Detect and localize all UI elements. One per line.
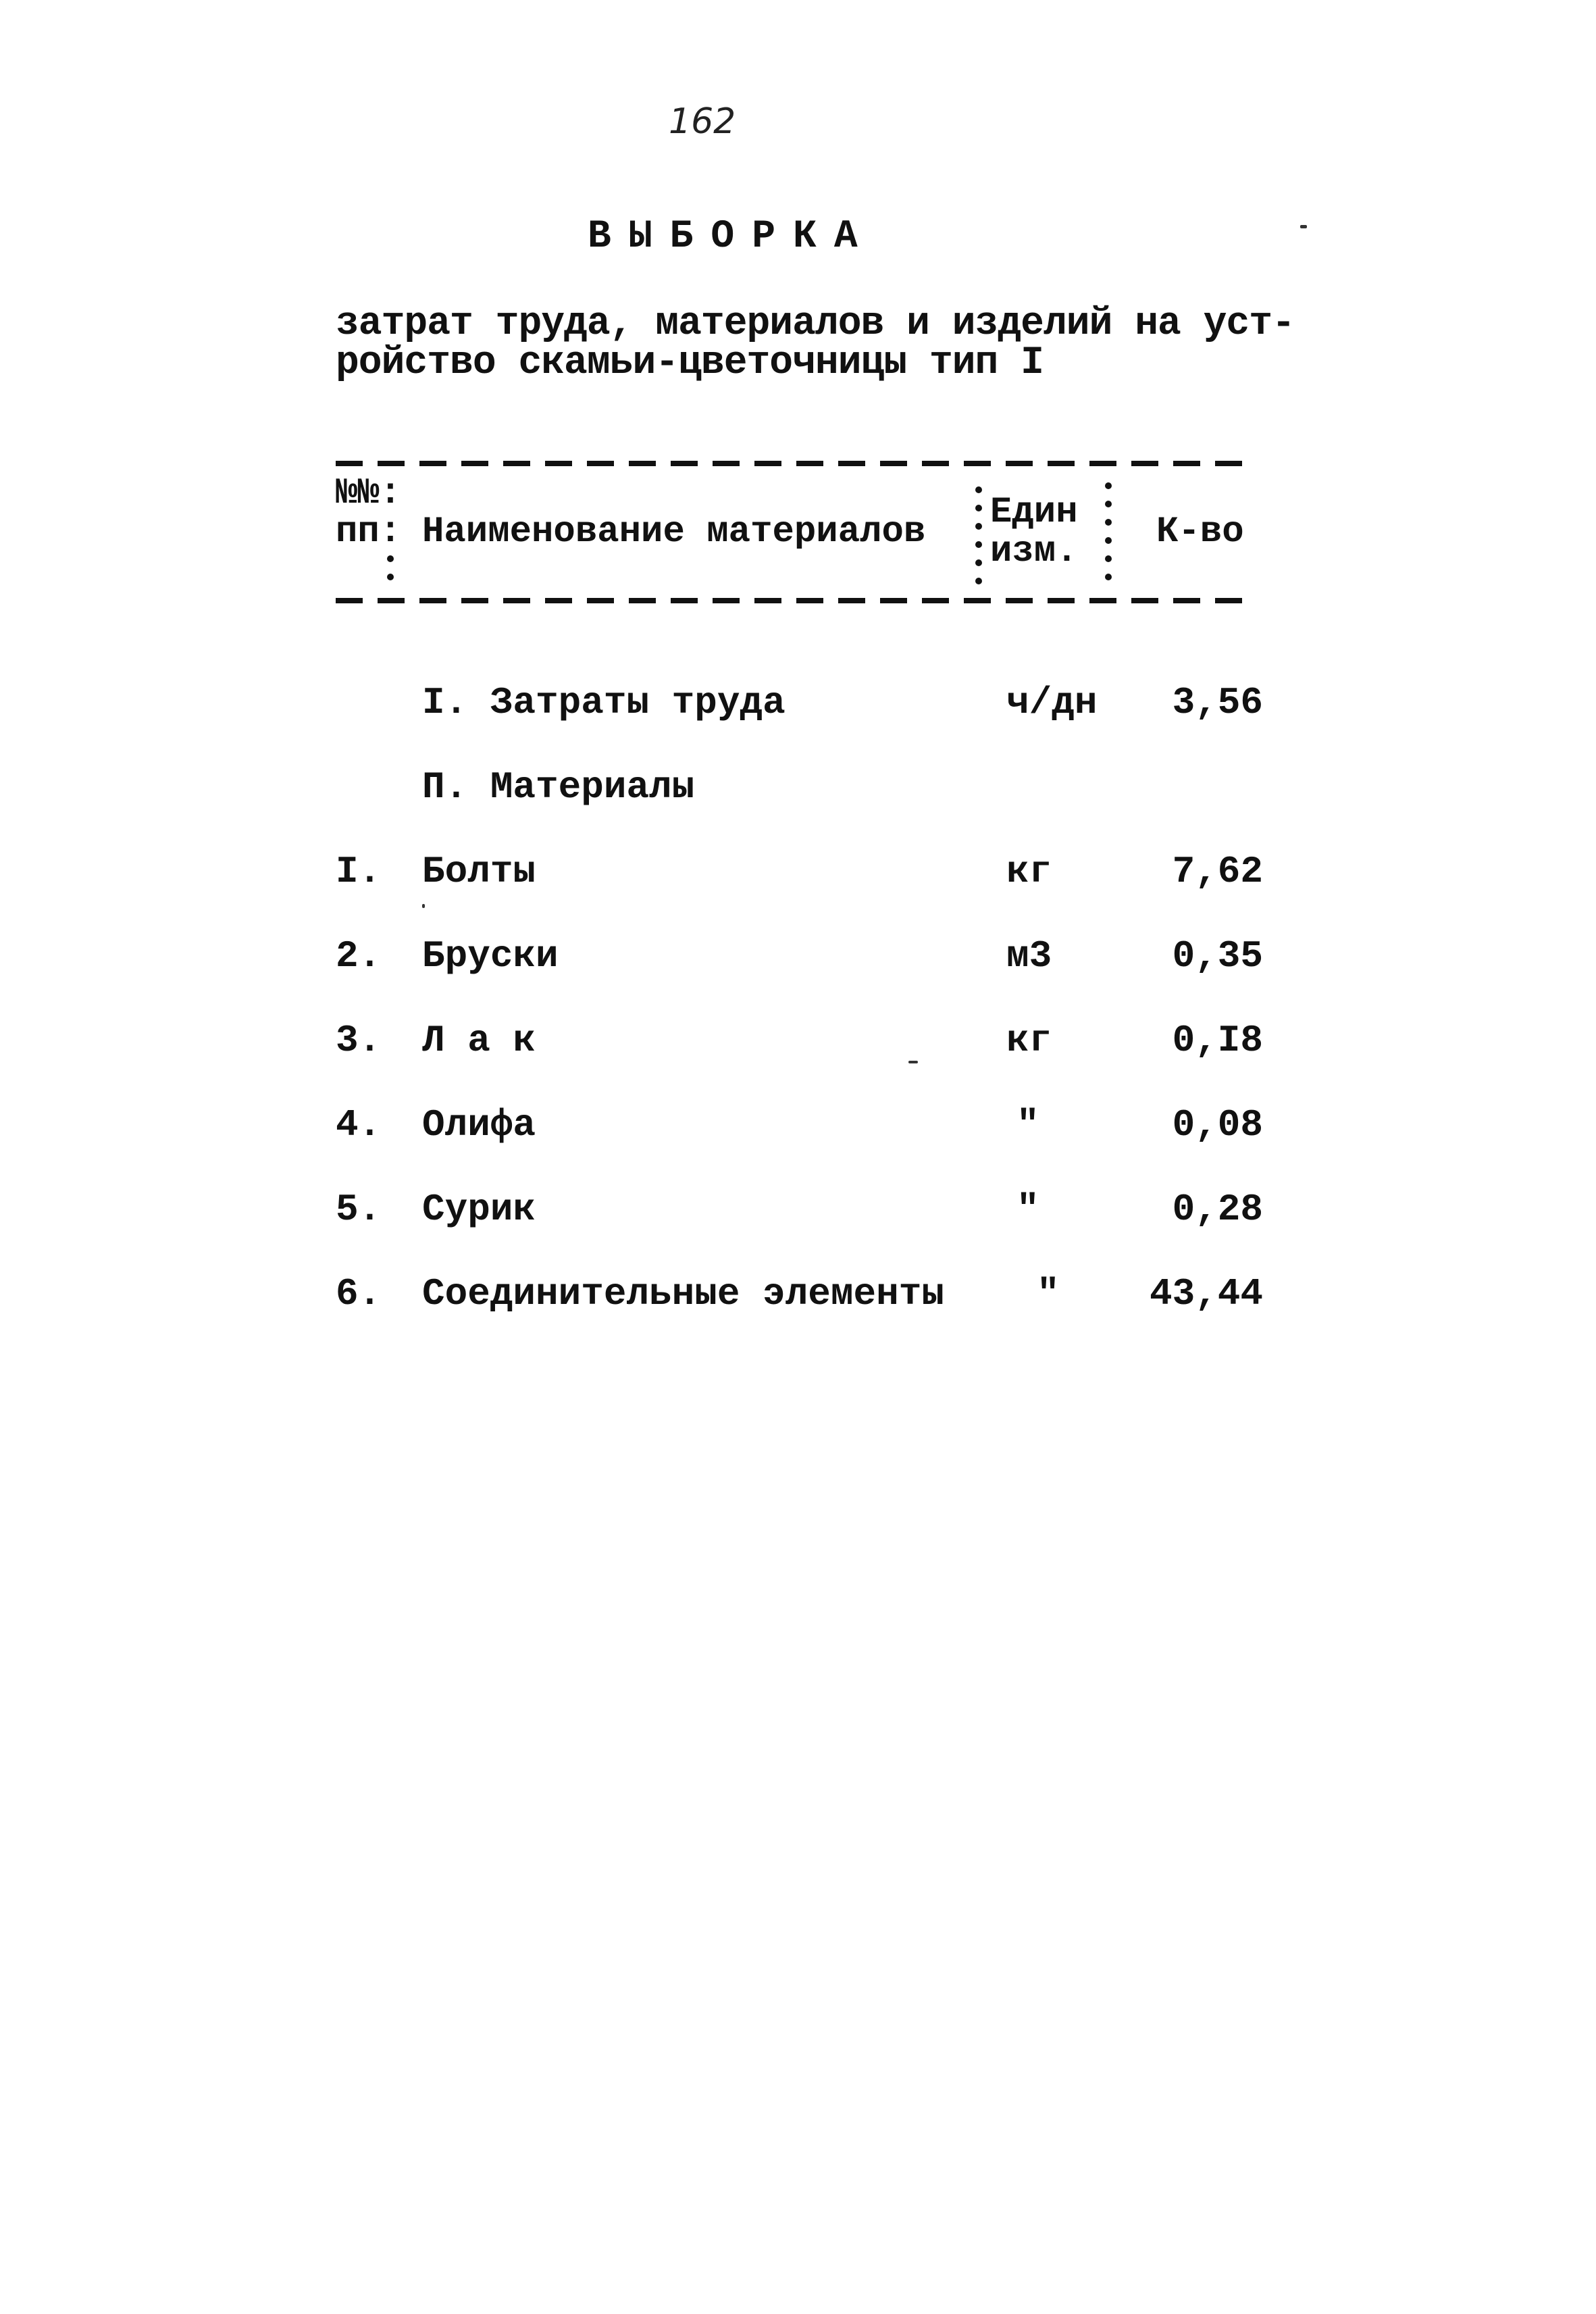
section-materials-title: П. Материалы	[422, 765, 695, 809]
header-name: Наименование материалов	[422, 511, 926, 553]
row-number: 6.	[336, 1272, 382, 1315]
row-unit: кг	[1006, 850, 1052, 893]
row-number: 4.	[336, 1103, 382, 1147]
row-quantity: 0,28	[1172, 1188, 1263, 1231]
row-name: Болты	[422, 850, 536, 893]
row-name: Олифа	[422, 1103, 536, 1147]
header-number-line-2: пп:	[336, 511, 402, 553]
row-name: Соединительные элементы	[422, 1272, 944, 1315]
row-unit: "	[1016, 1188, 1039, 1231]
row-unit: "	[1037, 1272, 1060, 1315]
row-quantity: 43,44	[1149, 1272, 1263, 1315]
header-separator-dots	[387, 555, 396, 592]
scan-speck	[422, 904, 425, 908]
subtitle-line-1: затрат труда, материалов и изделий на уст-	[336, 302, 1295, 346]
row-name: Л а к	[422, 1019, 536, 1062]
subtitle-line-2: ройство скамьи-цветочницы тип I	[336, 341, 1044, 385]
row-unit: "	[1016, 1103, 1039, 1147]
row-quantity: 0,08	[1172, 1103, 1263, 1147]
table-top-rule	[336, 461, 1254, 466]
header-separator-dots	[1105, 482, 1114, 592]
row-quantity: 0,35	[1172, 934, 1263, 978]
header-number-line-1: №№:	[336, 473, 402, 514]
table-header-bottom-rule	[336, 598, 1254, 603]
row-quantity: 7,62	[1172, 850, 1263, 893]
row-number: 3.	[336, 1019, 382, 1062]
row-number: 5.	[336, 1188, 382, 1231]
header-quantity: К-во	[1156, 511, 1244, 553]
header-unit-line-2: изм.	[990, 531, 1078, 572]
section-labor-unit: ч/дн	[1006, 681, 1098, 724]
section-labor-quantity: 3,56	[1172, 681, 1263, 724]
scan-speck	[908, 1061, 918, 1063]
row-number: 2.	[336, 934, 382, 978]
row-unit: м3	[1006, 934, 1052, 978]
row-unit: кг	[1006, 1019, 1052, 1062]
row-quantity: 0,I8	[1172, 1019, 1263, 1062]
page-number: 162	[669, 101, 736, 142]
document-title: ВЫБОРКА	[588, 215, 875, 259]
row-number: I.	[336, 850, 382, 893]
header-separator-dots	[975, 486, 985, 596]
row-name: Бруски	[422, 934, 559, 978]
section-labor-title: I. Затраты труда	[422, 681, 786, 724]
header-unit-line-1: Един	[990, 492, 1078, 533]
scan-speck	[1300, 225, 1307, 228]
row-name: Сурик	[422, 1188, 536, 1231]
